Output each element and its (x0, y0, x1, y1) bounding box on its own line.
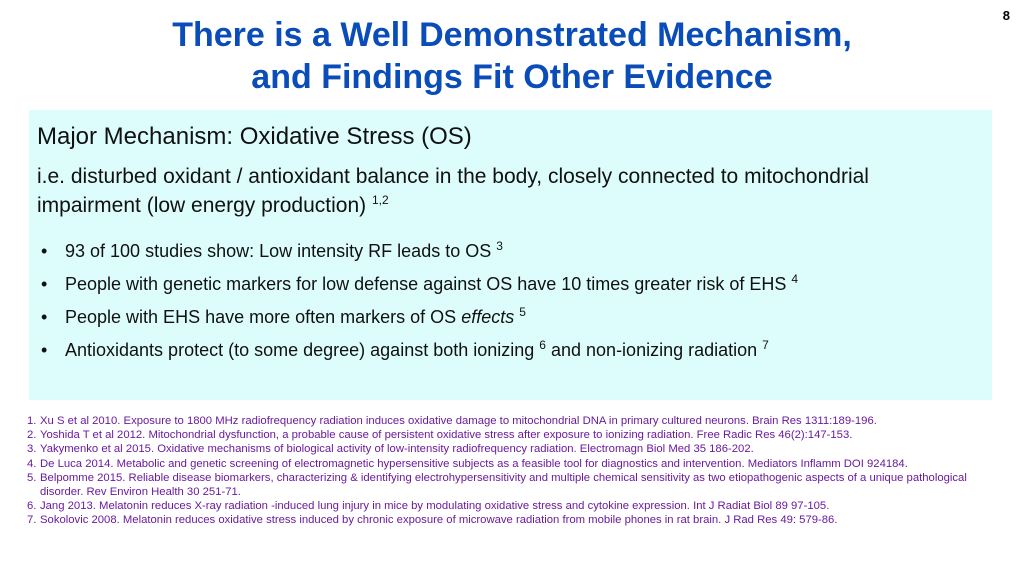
bullet-citation: 7 (762, 338, 769, 352)
bullet-dot-icon: • (41, 307, 48, 327)
title-line-2: and Findings Fit Other Evidence (251, 58, 773, 96)
reference-number: 6. (27, 500, 37, 513)
bullet-item (37, 339, 992, 361)
bullet-item (37, 273, 992, 295)
bullet-item (37, 240, 992, 262)
bullet-text: People with genetic markers for low defense against OS have 10 times greater risk of EHS (65, 274, 787, 294)
reference-number: 3. (27, 443, 37, 456)
reference-item (27, 414, 1007, 428)
reference-number: 4. (27, 457, 37, 470)
reference-text: Belpomme 2015. Reliable disease biomarkers, characterizing & identifying electrohypersensitivity and multiple chemical sensitivity as two etiopathogenic aspects of a unique pathological disorder. Rev Environ Health 30 251-71. (40, 471, 967, 499)
page-number: 8 (1002, 8, 1010, 23)
mechanism-description-text: i.e. disturbed oxidant / antioxidant balance in the body, closely connected to mitochondrial impairment (low energy production) (37, 165, 869, 217)
slide-title (0, 14, 1024, 98)
bullet-citation: 5 (519, 305, 526, 319)
bullet-dot-icon: • (41, 274, 48, 294)
mechanism-description (37, 162, 937, 220)
reference-text: Jang 2013. Melatonin reduces X-ray radiation -induced lung injury in mice by modulating oxidative stress and cytokine expression. Int J Radiat Biol 89 97-105. (40, 500, 830, 513)
reference-item (27, 499, 1007, 513)
title-line-1: There is a Well Demonstrated Mechanism, (172, 16, 852, 54)
mechanism-heading: Major Mechanism: Oxidative Stress (OS) (37, 123, 472, 150)
mechanism-description-citation: 1,2 (371, 193, 389, 207)
reference-text: Xu S et al 2010. Exposure to 1800 MHz radiofrequency radiation induces oxidative damage to mitochondrial DNA in primary cultured neurons. Brain Res 1311:189-196. (40, 415, 877, 427)
reference-item (27, 428, 1007, 442)
bullet-citation: 6 (539, 338, 546, 352)
reference-item (27, 471, 1007, 499)
bullet-citation: 4 (791, 272, 799, 286)
reference-text: De Luca 2014. Metabolic and genetic screening of electromagnetic hypersensitive subjects as a feasible tool for diagnostics and intervention. Mediators Inflamm DOI 924184. (40, 457, 908, 470)
reference-item (27, 513, 1007, 527)
bullet-list (37, 240, 992, 361)
bullet-citation: 3 (496, 239, 503, 253)
bullet-emphasis: effects (461, 307, 515, 327)
reference-text: Yoshida T et al 2012. Mitochondrial dysfunction, a probable cause of persistent oxidative stress after exposure to ionizing radiation. Free Radic Res 46(2):147-153. (40, 429, 853, 442)
mechanism-box (29, 110, 992, 400)
reference-number: 5. (27, 471, 37, 484)
bullet-text-continued: and non-ionizing radiation (551, 340, 758, 360)
bullet-item (37, 306, 992, 328)
reference-text: Sokolovic 2008. Melatonin reduces oxidative stress induced by chronic exposure of microwave radiation from mobile phones in rat brain. J Rad Res 49: 579-86. (40, 514, 838, 527)
references-list (27, 414, 1007, 528)
reference-number: 2. (27, 429, 37, 442)
bullet-dot-icon: • (41, 340, 48, 360)
reference-item (27, 442, 1007, 456)
bullet-text: People with EHS have more often markers of OS (65, 307, 457, 327)
reference-number: 1. (27, 415, 37, 427)
bullet-dot-icon: • (41, 241, 48, 261)
reference-number: 7. (27, 514, 37, 527)
bullet-text: Antioxidants protect (to some degree) against both ionizing (65, 340, 535, 360)
reference-text: Yakymenko et al 2015. Oxidative mechanisms of biological activity of low-intensity radiofrequency radiation. Electromagn Biol Med 35 186-202. (40, 443, 754, 456)
reference-item (27, 457, 1007, 471)
bullet-text: 93 of 100 studies show: Low intensity RF leads to OS (65, 241, 492, 261)
